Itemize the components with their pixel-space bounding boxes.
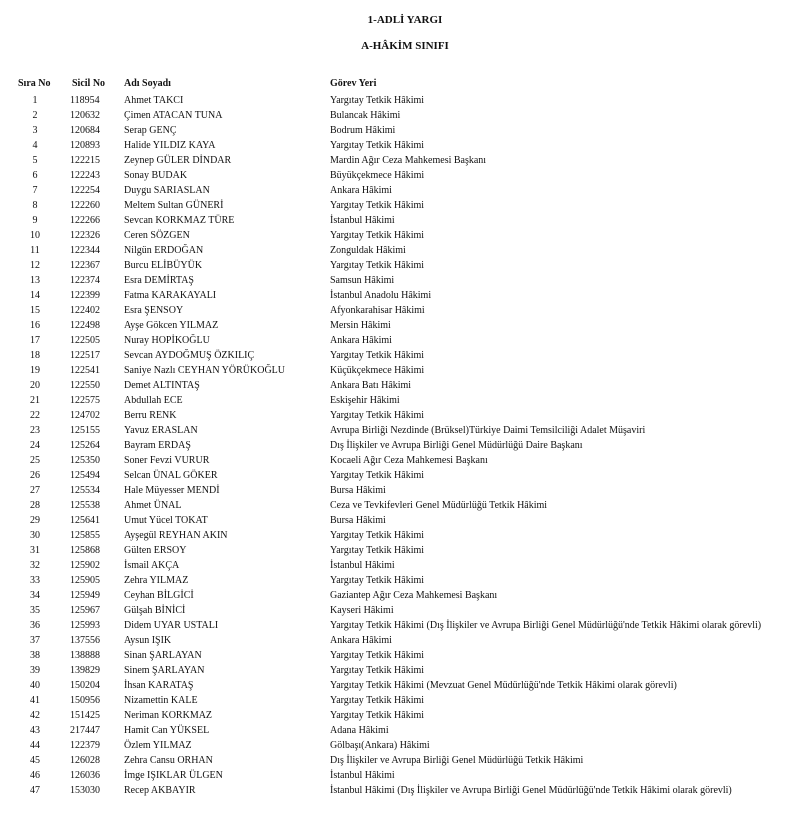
cell-adi-soyadi: Selcan ÜNAL GÖKER (124, 470, 218, 481)
cell-gorev-yeri: Zonguldak Hâkimi (330, 245, 406, 256)
table-row (0, 708, 810, 723)
cell-adi-soyadi: Sinem ŞARLAYAN (124, 665, 205, 676)
cell-gorev-yeri: Yargıtay Tetkik Hâkimi (330, 665, 425, 676)
cell-gorev-yeri: Ankara Hâkimi (330, 335, 392, 346)
cell-gorev-yeri: Ankara Batı Hâkimi (330, 380, 412, 391)
cell-sira-no: 16 (30, 320, 40, 331)
cell-sira-no: 11 (30, 245, 40, 256)
table-row (0, 768, 810, 783)
cell-sicil-no: 125967 (70, 605, 100, 616)
cell-sira-no: 40 (30, 680, 40, 691)
cell-sicil-no: 122517 (70, 350, 100, 361)
cell-sicil-no: 126028 (70, 755, 100, 766)
cell-adi-soyadi: Esra ŞENSOY (124, 305, 184, 316)
table-row (0, 528, 810, 543)
cell-sira-no: 45 (30, 755, 40, 766)
cell-gorev-yeri: Gölbaşı(Ankara) Hâkimi (330, 740, 430, 751)
cell-sicil-no: 125949 (70, 590, 100, 601)
cell-sira-no: 8 (32, 200, 38, 211)
document-subheading: A-HÂKİM SINIFI (361, 40, 449, 52)
cell-sira-no: 33 (30, 575, 40, 586)
table-row (0, 168, 810, 183)
cell-sira-no: 32 (30, 560, 40, 571)
table-row (0, 93, 810, 108)
cell-sira-no: 23 (30, 425, 40, 436)
cell-sicil-no: 217447 (70, 725, 100, 736)
cell-gorev-yeri: İstanbul Hâkimi (330, 560, 395, 571)
cell-sira-no: 5 (32, 155, 38, 166)
table-row (0, 603, 810, 618)
cell-gorev-yeri: Samsun Hâkimi (330, 275, 395, 286)
cell-gorev-yeri: Küçükçekmece Hâkimi (330, 365, 425, 376)
cell-adi-soyadi: Sinan ŞARLAYAN (124, 650, 202, 661)
table-row (0, 678, 810, 693)
cell-gorev-yeri: Afyonkarahisar Hâkimi (330, 305, 425, 316)
cell-gorev-yeri: Mersin Hâkimi (330, 320, 391, 331)
cell-sira-no: 15 (30, 305, 40, 316)
cell-gorev-yeri: Yargıtay Tetkik Hâkimi (330, 350, 425, 361)
table-header-row (0, 76, 810, 93)
cell-adi-soyadi: Gülten ERSOY (124, 545, 187, 556)
cell-sira-no: 1 (32, 95, 38, 106)
cell-sira-no: 2 (32, 110, 38, 121)
cell-sicil-no: 125155 (70, 425, 100, 436)
cell-gorev-yeri: Büyükçekmece Hâkimi (330, 170, 425, 181)
cell-gorev-yeri: Kayseri Hâkimi (330, 605, 394, 616)
cell-adi-soyadi: Saniye Nazlı CEYHAN YÖRÜKOĞLU (124, 365, 285, 376)
cell-sicil-no: 122399 (70, 290, 100, 301)
cell-adi-soyadi: Soner Fevzi VURUR (124, 455, 210, 466)
cell-sicil-no: 150956 (70, 695, 100, 706)
cell-gorev-yeri: Dış İlişkiler ve Avrupa Birliği Genel Müdürlüğü Daire Başkanı (330, 440, 583, 451)
cell-adi-soyadi: Duygu SARIASLAN (124, 185, 210, 196)
cell-gorev-yeri: Yargıtay Tetkik Hâkimi (330, 260, 425, 271)
cell-sira-no: 27 (30, 485, 40, 496)
cell-sira-no: 34 (30, 590, 40, 601)
document-heading: 1-ADLİ YARGI (367, 14, 443, 26)
cell-sira-no: 47 (30, 785, 40, 796)
table-row (0, 408, 810, 423)
cell-sicil-no: 124702 (70, 410, 100, 421)
cell-adi-soyadi: İhsan KARATAŞ (124, 680, 194, 691)
cell-sicil-no: 120632 (70, 110, 100, 121)
table-row (0, 108, 810, 123)
cell-gorev-yeri: Yargıtay Tetkik Hâkimi (330, 230, 425, 241)
cell-sicil-no: 122243 (70, 170, 100, 181)
cell-adi-soyadi: Sevcan KORKMAZ TÜRE (124, 215, 235, 226)
cell-sicil-no: 122505 (70, 335, 100, 346)
cell-sira-no: 14 (30, 290, 40, 301)
cell-sicil-no: 138888 (70, 650, 100, 661)
table-row (0, 783, 810, 798)
cell-sicil-no: 122326 (70, 230, 100, 241)
cell-adi-soyadi: Abdullah ECE (124, 395, 183, 406)
table-row (0, 498, 810, 513)
cell-sicil-no: 125868 (70, 545, 100, 556)
cell-gorev-yeri: Mardin Ağır Ceza Mahkemesi Başkanı (330, 155, 487, 166)
cell-adi-soyadi: Yavuz ERASLAN (124, 425, 198, 436)
cell-gorev-yeri: İstanbul Hâkimi (330, 215, 395, 226)
cell-adi-soyadi: Didem UYAR USTALI (124, 620, 219, 631)
cell-adi-soyadi: Fatma KARAKAYALI (124, 290, 217, 301)
cell-sicil-no: 122402 (70, 305, 100, 316)
column-header-sira-no: Sıra No (18, 78, 51, 89)
cell-sira-no: 43 (30, 725, 40, 736)
table-row (0, 453, 810, 468)
cell-sira-no: 13 (30, 275, 40, 286)
cell-gorev-yeri: Eskişehir Hâkimi (330, 395, 400, 406)
cell-gorev-yeri: Ceza ve Tevkifevleri Genel Müdürlüğü Tetkik Hâkimi (330, 500, 548, 511)
cell-adi-soyadi: Serap GENÇ (124, 125, 177, 136)
cell-sicil-no: 150204 (70, 680, 100, 691)
cell-sira-no: 29 (30, 515, 40, 526)
cell-adi-soyadi: İsmail AKÇA (124, 560, 180, 571)
cell-adi-soyadi: Nuray HOPİKOĞLU (124, 335, 210, 346)
cell-sicil-no: 125350 (70, 455, 100, 466)
cell-sira-no: 25 (30, 455, 40, 466)
cell-sira-no: 26 (30, 470, 40, 481)
cell-sira-no: 46 (30, 770, 40, 781)
table-row (0, 318, 810, 333)
cell-gorev-yeri: Yargıtay Tetkik Hâkimi (330, 545, 425, 556)
cell-adi-soyadi: Özlem YILMAZ (124, 740, 192, 751)
cell-sicil-no: 122575 (70, 395, 100, 406)
cell-sicil-no: 126036 (70, 770, 100, 781)
cell-sira-no: 17 (30, 335, 40, 346)
cell-gorev-yeri: Yargıtay Tetkik Hâkimi (330, 695, 425, 706)
cell-gorev-yeri: İstanbul Hâkimi (Dış İlişkiler ve Avrupa Birliği Genel Müdürlüğü'nde Tetkik Hâkimi olarak görevli) (330, 785, 732, 796)
cell-adi-soyadi: İmge IŞIKLAR ÜLGEN (124, 770, 223, 781)
cell-sira-no: 21 (30, 395, 40, 406)
table-row (0, 693, 810, 708)
table-row (0, 618, 810, 633)
cell-sicil-no: 151425 (70, 710, 100, 721)
cell-sira-no: 36 (30, 620, 40, 631)
table-row (0, 123, 810, 138)
table-row (0, 288, 810, 303)
cell-sira-no: 42 (30, 710, 40, 721)
cell-sira-no: 12 (30, 260, 40, 271)
cell-gorev-yeri: Bursa Hâkimi (330, 485, 386, 496)
cell-gorev-yeri: Avrupa Birliği Nezdinde (Brüksel)Türkiye Daimi Temsilciliği Adalet Müşaviri (330, 425, 646, 436)
table-row (0, 198, 810, 213)
cell-sira-no: 20 (30, 380, 40, 391)
table-row (0, 588, 810, 603)
cell-sicil-no: 125264 (70, 440, 100, 451)
table-row (0, 273, 810, 288)
cell-gorev-yeri: Kocaeli Ağır Ceza Mahkemesi Başkanı (330, 455, 488, 466)
table-row (0, 183, 810, 198)
cell-adi-soyadi: Neriman KORKMAZ (124, 710, 213, 721)
cell-sicil-no: 122374 (70, 275, 100, 286)
table-row (0, 213, 810, 228)
cell-adi-soyadi: Sevcan AYDOĞMUŞ ÖZKILIÇ (124, 350, 255, 361)
cell-sira-no: 39 (30, 665, 40, 676)
cell-sicil-no: 120684 (70, 125, 100, 136)
cell-sira-no: 9 (32, 215, 38, 226)
table-row (0, 543, 810, 558)
cell-gorev-yeri: Yargıtay Tetkik Hâkimi (330, 95, 425, 106)
cell-adi-soyadi: Zehra YILMAZ (124, 575, 189, 586)
cell-adi-soyadi: Nilgün ERDOĞAN (124, 245, 204, 256)
table-row (0, 348, 810, 363)
cell-sira-no: 38 (30, 650, 40, 661)
cell-sira-no: 19 (30, 365, 40, 376)
cell-adi-soyadi: Ceyhan BİLGİCİ (124, 590, 194, 601)
cell-sira-no: 18 (30, 350, 40, 361)
judges-table (0, 76, 810, 798)
table-row (0, 753, 810, 768)
cell-adi-soyadi: Burcu ELİBÜYÜK (124, 260, 203, 271)
cell-sicil-no: 125538 (70, 500, 100, 511)
cell-sira-no: 22 (30, 410, 40, 421)
table-row (0, 138, 810, 153)
cell-sicil-no: 125993 (70, 620, 100, 631)
cell-gorev-yeri: Yargıtay Tetkik Hâkimi (330, 200, 425, 211)
cell-sicil-no: 122254 (70, 185, 100, 196)
table-row (0, 423, 810, 438)
cell-sira-no: 7 (32, 185, 38, 196)
cell-adi-soyadi: Berru RENK (124, 410, 177, 421)
cell-adi-soyadi: Halide YILDIZ KAYA (124, 140, 216, 151)
table-row (0, 663, 810, 678)
cell-gorev-yeri: Yargıtay Tetkik Hâkimi (330, 710, 425, 721)
column-header-adi-soyadi: Adı Soyadı (124, 78, 171, 89)
table-row (0, 723, 810, 738)
cell-sicil-no: 122260 (70, 200, 100, 211)
table-row (0, 633, 810, 648)
cell-gorev-yeri: İstanbul Hâkimi (330, 770, 395, 781)
cell-sira-no: 41 (30, 695, 40, 706)
table-row (0, 363, 810, 378)
cell-adi-soyadi: Nizamettin KALE (124, 695, 198, 706)
table-row (0, 303, 810, 318)
cell-gorev-yeri: Yargıtay Tetkik Hâkimi (330, 530, 425, 541)
cell-sicil-no: 118954 (70, 95, 100, 106)
cell-adi-soyadi: Hale Müyesser MENDİ (124, 485, 220, 496)
cell-gorev-yeri: Yargıtay Tetkik Hâkimi (Dış İlişkiler ve Avrupa Birliği Genel Müdürlüğü'nde Tetkik Hâkimi olarak görevli) (330, 620, 762, 631)
table-row (0, 738, 810, 753)
table-row (0, 243, 810, 258)
cell-adi-soyadi: Recep AKBAYIR (124, 785, 196, 796)
cell-gorev-yeri: Ankara Hâkimi (330, 635, 392, 646)
table-row (0, 483, 810, 498)
cell-sira-no: 44 (30, 740, 40, 751)
cell-sicil-no: 122367 (70, 260, 100, 271)
cell-adi-soyadi: Esra DEMİRTAŞ (124, 275, 194, 286)
table-row (0, 648, 810, 663)
cell-gorev-yeri: Gaziantep Ağır Ceza Mahkemesi Başkanı (330, 590, 498, 601)
cell-adi-soyadi: Hamit Can YÜKSEL (124, 725, 210, 736)
cell-adi-soyadi: Zehra Cansu ORHAN (124, 755, 213, 766)
cell-sira-no: 6 (32, 170, 38, 181)
cell-sicil-no: 139829 (70, 665, 100, 676)
cell-gorev-yeri: Yargıtay Tetkik Hâkimi (Mevzuat Genel Müdürlüğü'nde Tetkik Hâkimi olarak görevli) (330, 680, 677, 691)
cell-sicil-no: 122541 (70, 365, 100, 376)
cell-adi-soyadi: Ahmet ÜNAL (124, 500, 182, 511)
cell-gorev-yeri: İstanbul Anadolu Hâkimi (330, 290, 432, 301)
cell-adi-soyadi: Ayşegül REYHAN AKIN (124, 530, 228, 541)
cell-sicil-no: 120893 (70, 140, 100, 151)
cell-gorev-yeri: Yargıtay Tetkik Hâkimi (330, 410, 425, 421)
cell-sicil-no: 125494 (70, 470, 100, 481)
table-row (0, 333, 810, 348)
table-row (0, 393, 810, 408)
cell-adi-soyadi: Ahmet TAKCI (124, 95, 184, 106)
cell-adi-soyadi: Demet ALTINTAŞ (124, 380, 200, 391)
column-header-gorev-yeri: Görev Yeri (330, 78, 377, 89)
cell-sicil-no: 125855 (70, 530, 100, 541)
cell-gorev-yeri: Bursa Hâkimi (330, 515, 386, 526)
table-row (0, 153, 810, 168)
cell-sicil-no: 125902 (70, 560, 100, 571)
cell-sicil-no: 137556 (70, 635, 100, 646)
table-row (0, 558, 810, 573)
table-row (0, 573, 810, 588)
cell-adi-soyadi: Meltem Sultan GÜNERİ (124, 200, 224, 211)
cell-gorev-yeri: Bulancak Hâkimi (330, 110, 401, 121)
cell-sicil-no: 125641 (70, 515, 100, 526)
cell-sira-no: 37 (30, 635, 40, 646)
cell-sicil-no: 122266 (70, 215, 100, 226)
cell-gorev-yeri: Adana Hâkimi (330, 725, 389, 736)
cell-adi-soyadi: Ayşe Gökcen YILMAZ (124, 320, 219, 331)
cell-sicil-no: 122344 (70, 245, 100, 256)
cell-sicil-no: 122498 (70, 320, 100, 331)
cell-sira-no: 3 (32, 125, 38, 136)
table-row (0, 378, 810, 393)
table-row (0, 513, 810, 528)
cell-gorev-yeri: Bodrum Hâkimi (330, 125, 396, 136)
cell-sicil-no: 153030 (70, 785, 100, 796)
cell-sicil-no: 125905 (70, 575, 100, 586)
table-row (0, 438, 810, 453)
cell-sicil-no: 125534 (70, 485, 100, 496)
cell-sira-no: 35 (30, 605, 40, 616)
cell-adi-soyadi: Zeynep GÜLER DİNDAR (124, 155, 232, 166)
cell-adi-soyadi: Ceren SÖZGEN (124, 230, 190, 241)
cell-sicil-no: 122550 (70, 380, 100, 391)
cell-adi-soyadi: Gülşah BİNİCİ (124, 605, 186, 616)
cell-gorev-yeri: Yargıtay Tetkik Hâkimi (330, 140, 425, 151)
cell-sira-no: 24 (30, 440, 40, 451)
cell-sicil-no: 122215 (70, 155, 100, 166)
cell-adi-soyadi: Umut Yücel TOKAT (124, 515, 208, 526)
cell-adi-soyadi: Sonay BUDAK (124, 170, 188, 181)
cell-gorev-yeri: Yargıtay Tetkik Hâkimi (330, 470, 425, 481)
cell-gorev-yeri: Ankara Hâkimi (330, 185, 392, 196)
cell-gorev-yeri: Yargıtay Tetkik Hâkimi (330, 650, 425, 661)
cell-sira-no: 30 (30, 530, 40, 541)
cell-gorev-yeri: Dış İlişkiler ve Avrupa Birliği Genel Müdürlüğü Tetkik Hâkimi (330, 755, 584, 766)
cell-adi-soyadi: Bayram ERDAŞ (124, 440, 191, 451)
cell-adi-soyadi: Çimen ATACAN TUNA (124, 110, 223, 121)
cell-sira-no: 28 (30, 500, 40, 511)
cell-sicil-no: 122379 (70, 740, 100, 751)
cell-sira-no: 10 (30, 230, 40, 241)
cell-adi-soyadi: Aysun IŞIK (124, 635, 172, 646)
cell-sira-no: 31 (30, 545, 40, 556)
column-header-sicil-no: Sicil No (72, 78, 106, 89)
cell-sira-no: 4 (32, 140, 38, 151)
table-row (0, 468, 810, 483)
cell-gorev-yeri: Yargıtay Tetkik Hâkimi (330, 575, 425, 586)
table-row (0, 228, 810, 243)
table-row (0, 258, 810, 273)
